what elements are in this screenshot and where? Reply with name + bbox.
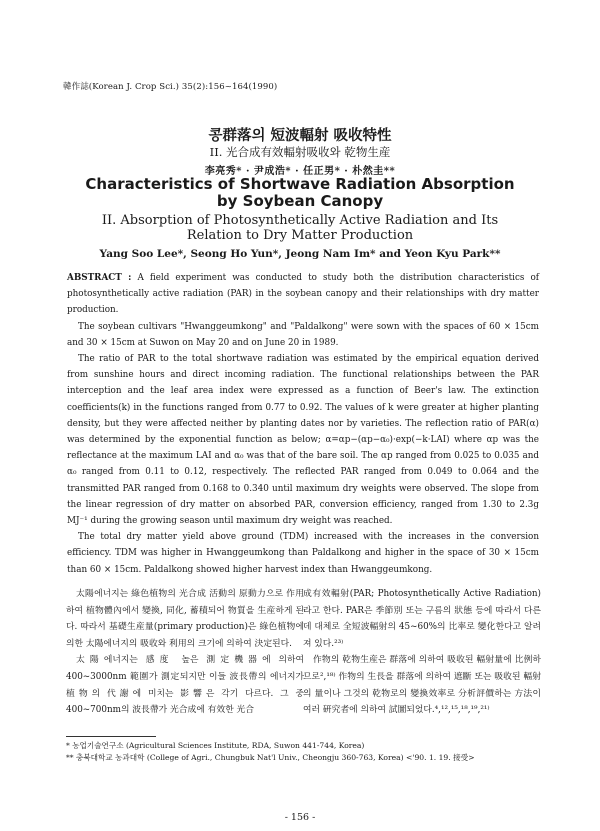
journal-header: 韓作誌(Korean J. Crop Sci.) 35(2):156~164(1990) xyxy=(63,82,278,92)
abstract-paragraph-4: The total dry matter yield above ground (TDM) increased with the increases in the conversion efficiency. TDM was higher in Hwanggeumkong than Paldalkong and higher in the space of 30 × 15cm than 60 × 15cm. Paldalkong showed higher harvest index than Hwanggeumkong. xyxy=(67,532,539,575)
body-left-paragraph-1: 太陽에너지는 綠色植物의 光合成 活動의 原動力으로 作用하여 植物體內에서 變換, 同化, 蓄積되어 物質을 生産하게 된다. 따라서 基礎生産量(primary production)은 綠色植物에 의한 太陽에너지의 吸收와 利用의 크기에 의하여 決定된다. xyxy=(66,589,304,649)
english-subtitle-line2: Relation to Dry Matter Production xyxy=(186,228,414,243)
english-title xyxy=(0,176,600,210)
body-right-continuation: 成有效輻射(PAR; Photosynthetically Active Radiation)라고 한다. PAR은 季節別 또는 구름의 狀態 등에 따라서 다른데 대체로 全短波輻射의 45~60%의 比率로 變化한다고 알려져 있다.²³⁾ xyxy=(303,589,541,649)
english-title-line2: by Soybean Canopy xyxy=(216,192,384,210)
abstract-paragraph-2: The soybean cultivars "Hwanggeumkong" and "Paldalkong" were sown with the spaces of 60 × 15cm and 30 × 15cm at Suwon on May 20 and on June 20 in 1989. xyxy=(67,321,539,348)
english-subtitle xyxy=(0,213,600,243)
body-right-paragraph-2: 作物의 乾物生産은 群落에 의하여 吸收된 輻射量에 比例하므로²,¹⁸⁾ 作物의 生長을 群落에 의하여 遮斷 또는 吸收된 輻射의 量이나 그것의 乾物로의 變換效率로 分析評價하는 方法이 여러 硏究者에 의하여 試圖되었다.⁴,¹²,¹⁵,¹⁸,¹⁹,²¹⁾ xyxy=(303,655,541,716)
abstract-paragraph-3: The ratio of PAR to the total shortwave radiation was estimated by the empirical equation derived from sunshine hours and direct incoming radiation. The functional relationships between the PAR interception and the leaf area index were expressed as a function of Beer's law. The extinction coefficients(k) in the functions ranged from 0.77 to 0.92. The values of k were greater at higher planting density, but they were affected neither by planting dates nor by varieties. The reflection ratio of PAR(α) was determined by the exponential function as below; α=αp−(αp−α₀)·exp(−k·LAI) where αp was the reflectance at the maximum LAI and α₀ was that of the bare soil. The αp ranged from 0.025 to 0.035 and α₀ ranged from 0.11 to 0.12, respectively. The reflected PAR ranged from 0.049 to 0.064 and the transmitted PAR ranged from 0.168 to 0.340 until maximum dry weights were observed. The slope from the linear regression of dry matter on absorbed PAR, conversion efficiency, ranged from 1.30 to 2.3g MJ⁻¹ during the growing season until maximum dry weight was reached. xyxy=(67,354,539,527)
english-authors: Yang Soo Lee*, Seong Ho Yun*, Jeong Nam Im* and Yeon Kyu Park** xyxy=(99,248,501,260)
page-number: - 156 - xyxy=(284,812,316,823)
footnote-divider xyxy=(66,736,156,737)
english-subtitle-line1: II. Absorption of Photosynthetically Active Radiation and Its xyxy=(101,213,499,228)
body-left-paragraph-2: 太陽에너지는 感度 높은 測定機器에 의하여 400~3000nm 範圍가 測定되지만 이들 波長帶의 에너지가 植物의 代謝에 미치는 影響은 각기 다르다. 그 중 400~700nm의 波長帶가 光合成에 有效한 光合 xyxy=(66,655,304,716)
abstract-p1-text: A field experiment was conducted to study both the distribution characteristics of photosynthetically active radiation (PAR) in the soybean canopy and their relationships with dry matter production. xyxy=(67,273,539,316)
footnote-2: ** 충북대학교 농과대학 (College of Agri., Chungbuk Nat'l Univ., Cheongju 360-763, Korea) <'90. 1. 19. 接受> xyxy=(66,753,475,762)
english-title-line1: Characteristics of Shortwave Radiation Absorption xyxy=(85,175,515,193)
abstract-label: ABSTRACT : xyxy=(67,273,132,283)
footnote-1: * 농업기술연구소 (Agricultural Sciences Institute, RDA, Suwon 441-744, Korea) xyxy=(66,741,365,750)
body-column-right xyxy=(303,586,541,719)
korean-title: 콩群落의 短波輻射 吸收特性 xyxy=(208,127,392,144)
abstract xyxy=(67,270,539,578)
korean-authors: 李亮秀* · 尹成浩* · 任正男* · 朴然圭** xyxy=(204,166,396,177)
body-column-left xyxy=(66,586,304,719)
korean-subtitle: II. 光合成有效輻射吸收와 乾物生産 xyxy=(209,145,391,159)
abstract-paragraph-1 xyxy=(67,270,539,319)
